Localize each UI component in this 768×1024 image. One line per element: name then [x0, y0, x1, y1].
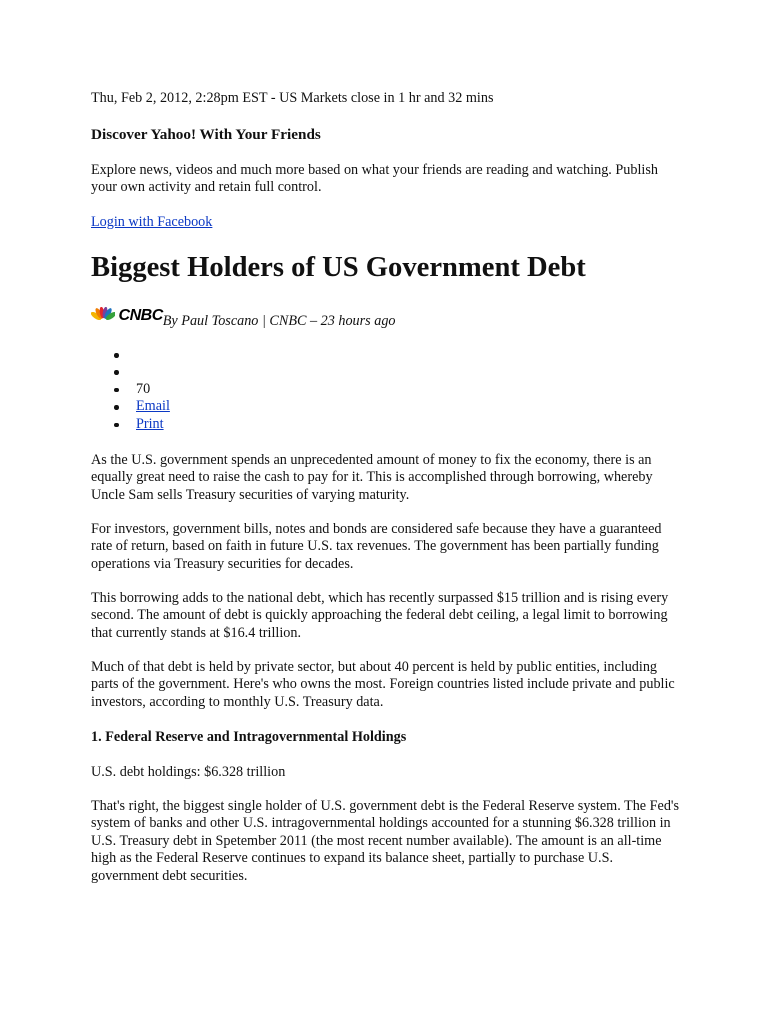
author-byline: By Paul Toscano | CNBC – 23 hours ago: [162, 313, 396, 329]
article-actions: [91, 346, 691, 433]
section-heading: 1. Federal Reserve and Intragovernmental Holdings: [91, 729, 407, 745]
market-status: Thu, Feb 2, 2012, 2:28pm EST - US Markets close in 1 hr and 32 mins: [91, 90, 494, 106]
comment-count[interactable]: 70: [136, 380, 151, 397]
article-paragraph: This borrowing adds to the national debt, which has recently surpassed $15 trillion and is rising every second. The amount of debt is quickly approaching the federal debt ceiling, a legal limit to borrowing that currently stands at $16.4 trillion.: [91, 590, 669, 641]
byline: [91, 307, 691, 331]
action-item-2[interactable]: [91, 363, 691, 380]
print-link[interactable]: Print: [136, 415, 164, 432]
nbc-peacock-icon: [91, 307, 115, 323]
email-item[interactable]: [91, 398, 691, 415]
section-paragraph: That's right, the biggest single holder of U.S. government debt is the Federal Reserve system. The Fed's system of banks and other U.S. intragovernmental holdings accounted for a stunning $6.328 trillion in U.S. Treasury debt in Spetember 2011 (the most recent number available). The amount is an all-time high as the Federal Reserve continues to expand its balance sheet, partially to purchase U.S. government debt securities.: [91, 798, 680, 884]
holdings-line: U.S. debt holdings: $6.328 trillion: [91, 764, 286, 780]
promo-heading: Discover Yahoo! With Your Friends: [91, 126, 321, 143]
login-facebook-link[interactable]: Login with Facebook: [91, 214, 213, 230]
comment-count-item[interactable]: [91, 381, 691, 398]
email-link[interactable]: Email: [136, 398, 170, 415]
action-item-1[interactable]: [91, 346, 691, 363]
cnbc-logo: [91, 307, 163, 325]
article-title: Biggest Holders of US Government Debt: [91, 252, 586, 283]
article-paragraph: For investors, government bills, notes and bonds are considered safe because they have a guaranteed rate of return, based on faith in future U.S. tax revenues. The government has been partially funding operations via Treasury securities for decades.: [91, 521, 662, 572]
cnbc-logo-text: CNBC: [118, 307, 163, 324]
promo-text: Explore news, videos and much more based on what your friends are reading and watching. Publish your own activity and retain full control.: [91, 162, 658, 196]
article-paragraph: As the U.S. government spends an unprecedented amount of money to fix the economy, there is an equally great need to raise the cash to pay for it. This is accomplished through borrowing, whereby Uncle Sam sells Treasury securities of varying maturity.: [91, 452, 653, 503]
article-paragraph: Much of that debt is held by private sector, but about 40 percent is held by public entities, including parts of the government. Here's who owns the most. Foreign countries listed include private and public investors, according to monthly U.S. Treasury data.: [91, 659, 675, 710]
print-item[interactable]: [91, 416, 691, 433]
